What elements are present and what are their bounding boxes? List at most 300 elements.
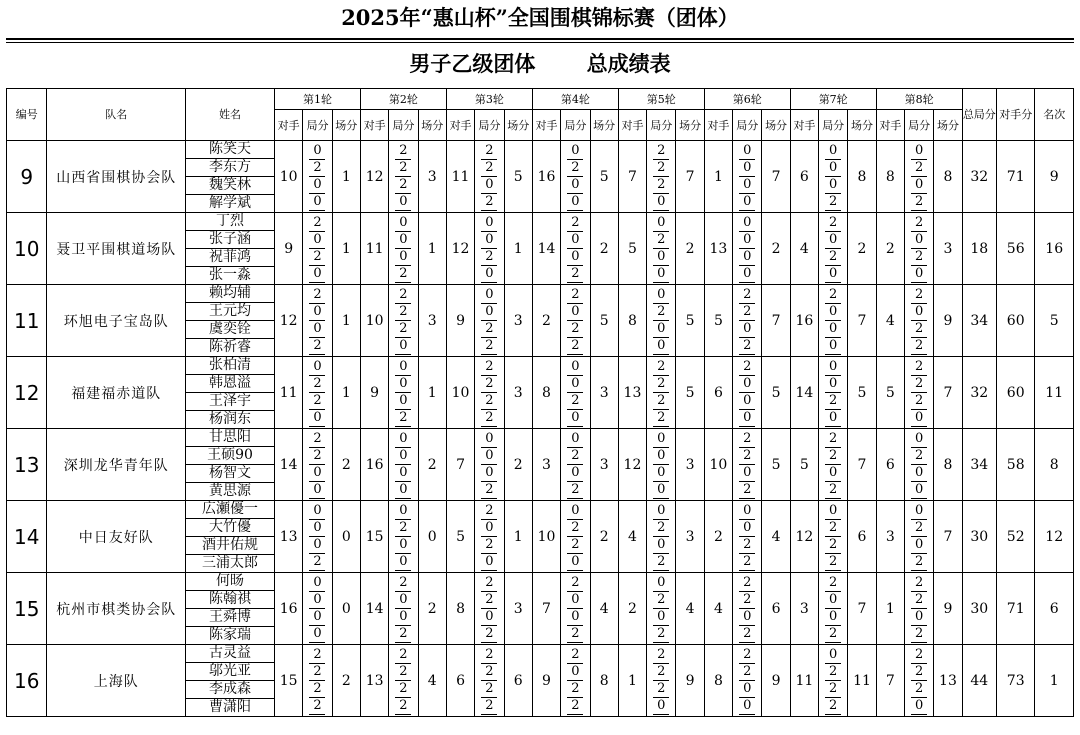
round-game-scores	[561, 573, 590, 645]
round-match-score: 1	[332, 357, 360, 429]
round-match-score: 4	[590, 573, 618, 645]
game-score: 0	[911, 503, 927, 520]
player-list	[186, 213, 275, 285]
round-match-score: 3	[504, 285, 532, 357]
round-game-scores	[389, 141, 418, 213]
team-name: 环旭电子宝岛队	[47, 285, 186, 357]
game-score: 0	[653, 482, 669, 499]
round-game-scores	[733, 285, 762, 357]
round-opponent: 15	[360, 501, 388, 573]
page-title: 2025年“惠山杯”全国围棋锦标赛（团体）	[341, 5, 739, 30]
game-score: 0	[395, 249, 411, 266]
team-number: 13	[7, 429, 47, 501]
game-score: 2	[481, 575, 497, 592]
game-score: 2	[395, 626, 411, 643]
game-score: 0	[567, 609, 583, 626]
game-score: 2	[911, 575, 927, 592]
player-name: 魏笑林	[186, 177, 274, 195]
round-match-score: 7	[676, 141, 704, 213]
game-score: 0	[395, 338, 411, 355]
game-score: 0	[567, 359, 583, 376]
player-name: 张子涵	[186, 231, 274, 249]
game-score: 0	[481, 554, 497, 571]
game-score: 2	[911, 626, 927, 643]
game-score: 2	[739, 482, 755, 499]
round-match-score: 2	[504, 429, 532, 501]
round-4-game-header: 局分	[561, 110, 590, 141]
round-match-score: 9	[934, 285, 962, 357]
game-score: 0	[309, 194, 325, 211]
game-score-stack	[911, 431, 927, 499]
game-score: 0	[739, 609, 755, 626]
player-name: 曹潇阳	[209, 699, 251, 715]
round-game-scores	[475, 357, 504, 429]
game-score: 2	[653, 592, 669, 609]
game-score: 2	[567, 626, 583, 643]
round-opponent: 8	[704, 645, 732, 717]
round-game-scores	[819, 357, 848, 429]
round-match-score: 9	[676, 645, 704, 717]
game-score-stack	[653, 575, 669, 643]
round-opponent: 10	[446, 357, 474, 429]
round-game-scores	[647, 501, 676, 573]
game-score-stack	[567, 647, 583, 715]
round-opponent: 13	[360, 645, 388, 717]
game-score: 0	[825, 410, 841, 427]
title-rule-thin	[6, 42, 1074, 43]
round-game-scores	[819, 429, 848, 501]
round-match-score: 4	[676, 573, 704, 645]
game-score: 0	[309, 304, 325, 321]
round-game-scores	[647, 285, 676, 357]
game-score: 0	[653, 575, 669, 592]
round-game-scores	[904, 573, 933, 645]
round-match-score: 13	[934, 645, 962, 717]
game-score: 2	[481, 321, 497, 338]
round-game-scores	[819, 213, 848, 285]
game-score: 2	[567, 266, 583, 283]
game-score: 0	[911, 698, 927, 715]
player-name: 邬光亚	[186, 663, 274, 681]
game-score: 2	[825, 287, 841, 304]
game-score-stack	[481, 575, 497, 643]
game-score-stack	[567, 575, 583, 643]
round-opponent: 9	[275, 213, 303, 285]
game-score: 2	[567, 321, 583, 338]
round-header-4: 第4轮	[532, 89, 618, 110]
round-match-score: 2	[418, 429, 446, 501]
game-score: 0	[481, 215, 497, 232]
round-7-match-header: 场分	[848, 110, 876, 141]
round-match-score: 5	[848, 357, 876, 429]
round-match-score: 2	[590, 213, 618, 285]
game-score: 2	[653, 232, 669, 249]
game-score: 0	[739, 215, 755, 232]
team-number: 10	[7, 213, 47, 285]
round-header-6: 第6轮	[704, 89, 790, 110]
game-score-stack	[739, 359, 755, 427]
game-score-stack	[309, 143, 325, 211]
game-score-stack	[825, 575, 841, 643]
round-game-scores	[475, 213, 504, 285]
round-match-score: 1	[332, 141, 360, 213]
player-list	[186, 429, 275, 501]
team-row	[7, 645, 1074, 717]
game-score: 2	[481, 626, 497, 643]
team-name: 上海队	[47, 645, 186, 717]
round-match-score: 8	[934, 429, 962, 501]
game-score: 2	[653, 647, 669, 664]
game-score: 0	[825, 376, 841, 393]
round-opponent: 12	[275, 285, 303, 357]
game-score-stack	[911, 503, 927, 571]
game-score: 2	[567, 537, 583, 554]
results-table	[6, 88, 1074, 717]
game-score-stack	[825, 143, 841, 211]
game-score: 2	[481, 681, 497, 698]
game-score-stack	[825, 431, 841, 499]
team-name: 福建福赤道队	[47, 357, 186, 429]
round-game-scores	[733, 501, 762, 573]
opponent-score: 56	[997, 213, 1035, 285]
game-score-stack	[395, 431, 411, 499]
game-score: 2	[739, 647, 755, 664]
game-score: 0	[825, 177, 841, 194]
game-score-stack	[825, 647, 841, 715]
round-match-score: 3	[934, 213, 962, 285]
game-score: 2	[653, 376, 669, 393]
team-row	[7, 573, 1074, 645]
round-opponent: 16	[360, 429, 388, 501]
game-score: 2	[309, 160, 325, 177]
game-score: 0	[481, 520, 497, 537]
round-game-scores	[647, 141, 676, 213]
round-opponent: 1	[876, 573, 904, 645]
game-score: 2	[309, 647, 325, 664]
round-game-scores	[303, 429, 332, 501]
round-8-opp-header: 对手	[876, 110, 904, 141]
game-score: 2	[825, 575, 841, 592]
game-score: 2	[395, 177, 411, 194]
game-score: 2	[481, 393, 497, 410]
game-score: 0	[395, 592, 411, 609]
game-score: 0	[739, 321, 755, 338]
rank-header: 名次	[1035, 89, 1074, 141]
game-score: 2	[653, 664, 669, 681]
round-8-match-header: 场分	[934, 110, 962, 141]
team-name: 杭州市棋类协会队	[47, 573, 186, 645]
game-score: 0	[911, 482, 927, 499]
game-score: 0	[395, 232, 411, 249]
game-score: 0	[567, 554, 583, 571]
game-score: 0	[739, 376, 755, 393]
round-game-scores	[303, 141, 332, 213]
round-opponent: 14	[790, 357, 818, 429]
game-score: 0	[567, 592, 583, 609]
team-row	[7, 141, 1074, 213]
player-name: 黄思源	[209, 483, 251, 499]
game-score-stack	[395, 575, 411, 643]
round-game-scores	[819, 573, 848, 645]
game-score: 0	[309, 575, 325, 592]
player-name: 陈家瑞	[209, 627, 251, 643]
total-game-score: 32	[962, 141, 996, 213]
table-subtitle	[0, 49, 1080, 79]
round-opponent: 2	[618, 573, 646, 645]
game-score-stack	[309, 647, 325, 715]
game-score-stack	[481, 359, 497, 427]
game-score: 0	[567, 232, 583, 249]
game-score-stack	[395, 359, 411, 427]
game-score: 0	[739, 410, 755, 427]
game-score: 0	[653, 194, 669, 211]
round-game-scores	[904, 429, 933, 501]
rank: 5	[1035, 285, 1074, 357]
game-score: 2	[653, 520, 669, 537]
game-score-stack	[481, 215, 497, 283]
team-row	[7, 501, 1074, 573]
game-score: 0	[395, 215, 411, 232]
opp-score-header: 对手分	[997, 89, 1035, 141]
game-score-stack	[739, 215, 755, 283]
game-score: 0	[567, 376, 583, 393]
game-score-stack	[739, 143, 755, 211]
round-opponent: 7	[446, 429, 474, 501]
game-score: 0	[395, 431, 411, 448]
game-score: 0	[309, 465, 325, 482]
team-number: 15	[7, 573, 47, 645]
round-opponent: 13	[275, 501, 303, 573]
game-score-stack	[825, 215, 841, 283]
game-score-stack	[567, 287, 583, 355]
game-score: 2	[739, 431, 755, 448]
round-match-score: 0	[332, 501, 360, 573]
round-3-match-header: 场分	[504, 110, 532, 141]
round-3-opp-header: 对手	[446, 110, 474, 141]
game-score-stack	[911, 647, 927, 715]
game-score: 0	[911, 465, 927, 482]
round-match-score: 5	[762, 357, 790, 429]
game-score: 0	[481, 266, 497, 283]
round-opponent: 6	[446, 645, 474, 717]
game-score: 2	[739, 626, 755, 643]
title-rule-thick	[6, 38, 1074, 40]
game-score-stack	[653, 503, 669, 571]
game-score: 0	[911, 266, 927, 283]
round-opponent: 5	[618, 213, 646, 285]
game-score: 0	[739, 160, 755, 177]
game-score: 2	[395, 647, 411, 664]
game-score-stack	[911, 359, 927, 427]
round-match-score: 8	[934, 141, 962, 213]
round-game-scores	[389, 285, 418, 357]
game-score: 2	[911, 321, 927, 338]
game-score-stack	[481, 431, 497, 499]
game-score: 2	[911, 664, 927, 681]
game-score: 2	[825, 249, 841, 266]
round-header-5: 第5轮	[618, 89, 704, 110]
game-score: 0	[739, 503, 755, 520]
round-game-scores	[733, 141, 762, 213]
game-score: 0	[481, 287, 497, 304]
round-game-scores	[475, 429, 504, 501]
round-match-score: 1	[504, 501, 532, 573]
game-score-stack	[653, 143, 669, 211]
round-game-scores	[647, 645, 676, 717]
game-score: 0	[567, 194, 583, 211]
round-match-score: 2	[332, 645, 360, 717]
game-score: 0	[653, 431, 669, 448]
round-opponent: 2	[704, 501, 732, 573]
round-game-scores	[303, 213, 332, 285]
round-opponent: 7	[618, 141, 646, 213]
round-game-scores	[647, 573, 676, 645]
round-7-opp-header: 对手	[790, 110, 818, 141]
round-game-scores	[733, 645, 762, 717]
game-score-stack	[739, 503, 755, 571]
round-game-scores	[303, 573, 332, 645]
game-score: 0	[739, 143, 755, 160]
game-score: 2	[395, 681, 411, 698]
round-match-score: 8	[848, 141, 876, 213]
opponent-score: 60	[997, 285, 1035, 357]
round-match-score: 5	[676, 285, 704, 357]
round-game-scores	[904, 501, 933, 573]
round-opponent: 11	[360, 213, 388, 285]
game-score: 0	[481, 609, 497, 626]
game-score: 2	[395, 160, 411, 177]
player-name: 王泽宇	[186, 393, 274, 411]
round-header-7: 第7轮	[790, 89, 876, 110]
game-score: 2	[825, 664, 841, 681]
game-score-stack	[309, 503, 325, 571]
round-game-scores	[389, 357, 418, 429]
round-game-scores	[647, 213, 676, 285]
round-8-game-header: 局分	[904, 110, 933, 141]
game-score: 0	[309, 592, 325, 609]
game-score-stack	[739, 431, 755, 499]
game-score: 0	[911, 143, 927, 160]
game-score: 0	[739, 266, 755, 283]
round-match-score: 1	[332, 285, 360, 357]
game-score: 0	[567, 143, 583, 160]
round-match-score: 2	[762, 213, 790, 285]
round-match-score: 1	[332, 213, 360, 285]
round-game-scores	[303, 285, 332, 357]
game-score: 2	[911, 287, 927, 304]
round-opponent: 8	[446, 573, 474, 645]
game-score: 0	[481, 431, 497, 448]
player-name: 広瀬優一	[186, 501, 274, 519]
game-score-stack	[309, 359, 325, 427]
game-score: 0	[653, 266, 669, 283]
game-score: 2	[481, 376, 497, 393]
game-score: 0	[567, 431, 583, 448]
rank: 1	[1035, 645, 1074, 717]
team-row	[7, 357, 1074, 429]
round-5-opp-header: 对手	[618, 110, 646, 141]
round-game-scores	[475, 501, 504, 573]
game-score-stack	[395, 503, 411, 571]
game-score-stack	[911, 575, 927, 643]
player-name: 赖均辅	[186, 285, 274, 303]
game-score: 2	[653, 410, 669, 427]
game-score: 2	[653, 177, 669, 194]
game-score: 2	[395, 520, 411, 537]
total-game-header: 总局分	[962, 89, 996, 141]
game-score-stack	[481, 503, 497, 571]
opponent-score: 58	[997, 429, 1035, 501]
total-game-score: 32	[962, 357, 996, 429]
game-score: 0	[395, 448, 411, 465]
game-score: 2	[309, 681, 325, 698]
round-opponent: 7	[876, 645, 904, 717]
game-score: 2	[309, 376, 325, 393]
game-score: 2	[653, 681, 669, 698]
game-score: 2	[739, 554, 755, 571]
round-game-scores	[904, 141, 933, 213]
round-match-score: 3	[418, 141, 446, 213]
team-number: 16	[7, 645, 47, 717]
player-list	[186, 357, 275, 429]
round-game-scores	[389, 501, 418, 573]
round-game-scores	[389, 429, 418, 501]
player-name: 何旸	[186, 573, 274, 591]
player-name: 大竹優	[186, 519, 274, 537]
game-score: 0	[309, 321, 325, 338]
game-score: 0	[825, 465, 841, 482]
game-score-stack	[653, 215, 669, 283]
round-match-score: 3	[590, 357, 618, 429]
round-opponent: 16	[790, 285, 818, 357]
game-score: 0	[481, 465, 497, 482]
player-name: 丁烈	[186, 213, 274, 231]
round-opponent: 14	[532, 213, 560, 285]
game-score: 0	[567, 249, 583, 266]
game-score: 0	[739, 465, 755, 482]
game-score: 0	[309, 359, 325, 376]
game-score: 2	[309, 393, 325, 410]
round-match-score: 6	[504, 645, 532, 717]
game-score: 2	[739, 448, 755, 465]
game-score: 0	[825, 503, 841, 520]
game-score: 2	[567, 647, 583, 664]
player-list	[186, 573, 275, 645]
game-score-stack	[567, 431, 583, 499]
col-team-header: 队名	[47, 89, 186, 141]
round-header-8: 第8轮	[876, 89, 962, 110]
game-score: 0	[739, 194, 755, 211]
game-score: 0	[825, 304, 841, 321]
player-name: 张一淼	[209, 267, 251, 283]
game-score: 2	[567, 215, 583, 232]
player-name: 古灵益	[186, 645, 274, 663]
game-score: 0	[653, 537, 669, 554]
round-4-opp-header: 对手	[532, 110, 560, 141]
round-game-scores	[904, 357, 933, 429]
game-score: 0	[309, 609, 325, 626]
round-opponent: 4	[790, 213, 818, 285]
round-match-score: 1	[504, 213, 532, 285]
game-score-stack	[911, 215, 927, 283]
game-score: 2	[911, 448, 927, 465]
round-game-scores	[904, 285, 933, 357]
round-game-scores	[733, 357, 762, 429]
game-score: 0	[653, 465, 669, 482]
game-score: 0	[309, 626, 325, 643]
round-match-score: 2	[418, 573, 446, 645]
opponent-score: 73	[997, 645, 1035, 717]
